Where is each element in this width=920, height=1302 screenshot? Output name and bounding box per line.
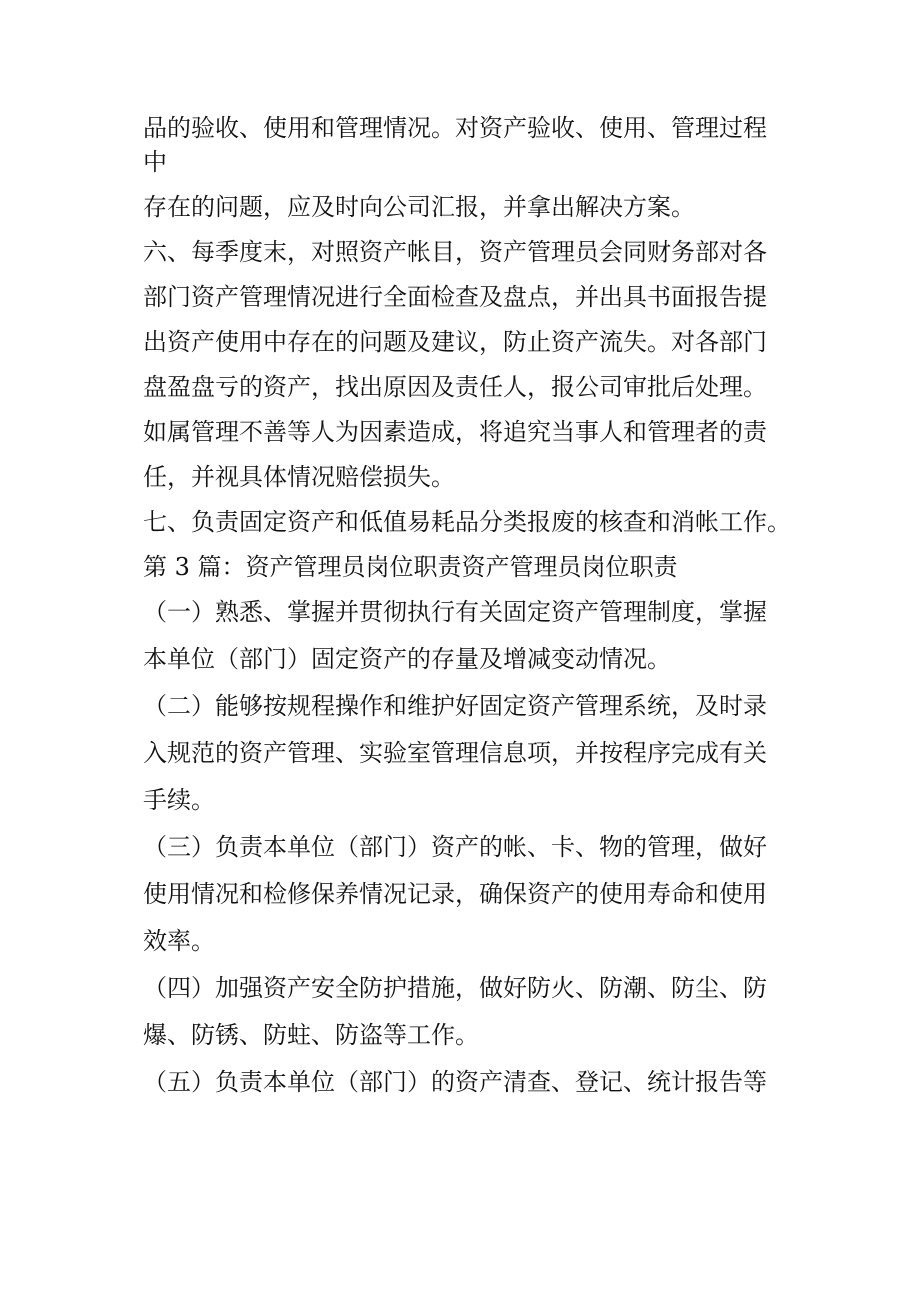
text-line-14: （二）能够按规程操作和维护好固定资产管理系统，及时录 bbox=[143, 692, 767, 720]
text-line-2: 中 bbox=[143, 148, 167, 176]
text-line-13: 本单位（部门）固定资产的存量及增减变动情况。 bbox=[143, 645, 671, 673]
text-line-10: 七、负责固定资产和低值易耗品分类报废的核查和消帐工作。 bbox=[143, 508, 791, 536]
text-line-18: 使用情况和检修保养情况记录，确保资产的使用寿命和使用 bbox=[143, 880, 767, 908]
text-line-5: 部门资产管理情况进行全面检查及盘点，并出具书面报告提 bbox=[143, 283, 767, 311]
text-line-7: 盘盈盘亏的资产，找出原因及责任人，报公司审批后处理。 bbox=[143, 373, 767, 401]
text-line-1: 品的验收、使用和管理情况。对资产验收、使用、管理过程 bbox=[143, 114, 767, 142]
text-line-16: 手续。 bbox=[143, 786, 215, 814]
text-line-6: 出资产使用中存在的问题及建议，防止资产流失。对各部门 bbox=[143, 328, 767, 356]
text-line-12: （一）熟悉、掌握并贯彻执行有关固定资产管理制度，掌握 bbox=[143, 598, 767, 626]
document-body bbox=[143, 111, 803, 1099]
text-line-9: 任，并视具体情况赔偿损失。 bbox=[143, 463, 455, 491]
text-line-22: （五）负责本单位（部门）的资产清查、登记、统计报告等 bbox=[143, 1068, 767, 1096]
section-heading: 第 3 篇：资产管理员岗位职责资产管理员岗位职责 bbox=[143, 553, 678, 581]
text-line-4: 六、每季度末，对照资产帐目，资产管理员会同财务部对各 bbox=[143, 238, 767, 266]
text-line-20: （四）加强资产安全防护措施，做好防火、防潮、防尘、防 bbox=[143, 974, 767, 1002]
text-line-8: 如属管理不善等人为因素造成，将追究当事人和管理者的责 bbox=[143, 418, 767, 446]
text-line-19: 效率。 bbox=[143, 927, 215, 955]
text-line-3: 存在的问题，应及时向公司汇报，并拿出解决方案。 bbox=[143, 193, 695, 221]
text-line-15: 入规范的资产管理、实验室管理信息项，并按程序完成有关 bbox=[143, 739, 767, 767]
text-line-21: 爆、防锈、防蛀、防盗等工作。 bbox=[143, 1021, 479, 1049]
text-line-17: （三）负责本单位（部门）资产的帐、卡、物的管理，做好 bbox=[143, 833, 767, 861]
